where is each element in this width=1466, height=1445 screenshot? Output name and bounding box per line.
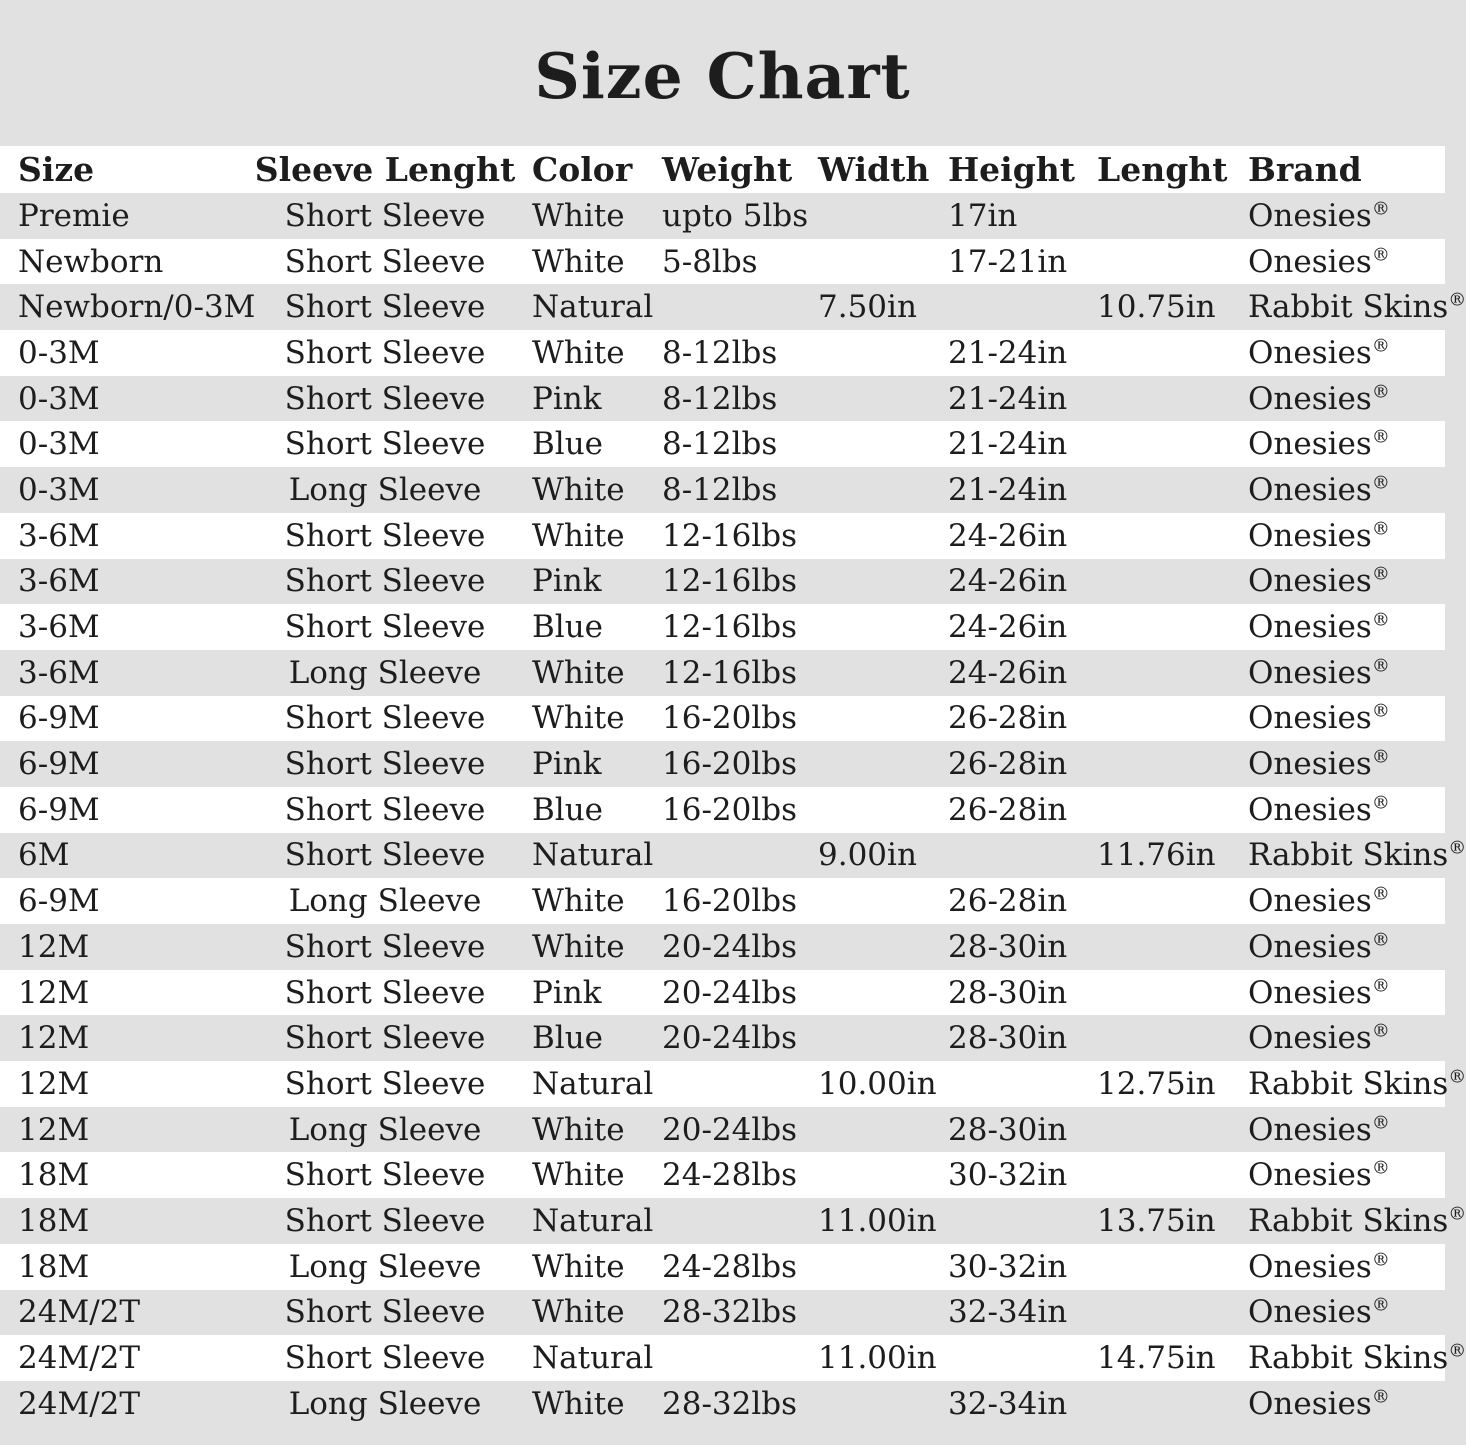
cell-height: 26-28in	[948, 883, 1068, 920]
cell-color: Natural	[532, 1065, 654, 1102]
cell-sleeve: Short Sleeve	[284, 563, 486, 600]
cell-sleeve: Long Sleeve	[288, 471, 482, 508]
column-header-width: Width	[818, 150, 930, 189]
cell-size: 18M	[18, 1157, 90, 1194]
cell-size: 24M/2T	[18, 1340, 141, 1377]
cell-brand: Onesies®	[1248, 746, 1390, 783]
cell-color: Natural	[532, 289, 654, 326]
cell-sleeve: Short Sleeve	[284, 1340, 486, 1377]
cell-height: 30-32in	[948, 1248, 1068, 1285]
cell-height: 21-24in	[948, 426, 1068, 463]
registered-mark: ®	[1371, 701, 1390, 723]
registered-mark: ®	[1371, 1112, 1390, 1134]
registered-mark: ®	[1371, 244, 1390, 266]
table-row	[0, 650, 1445, 696]
cell-length: 11.76in	[1097, 837, 1216, 874]
cell-color: Blue	[532, 426, 604, 463]
cell-color: Natural	[532, 837, 654, 874]
column-header-sleeve: Sleeve Lenght	[254, 150, 516, 189]
cell-size: 24M/2T	[18, 1294, 141, 1331]
registered-mark: ®	[1371, 198, 1390, 220]
cell-length: 14.75in	[1097, 1340, 1216, 1377]
cell-weight: 8-12lbs	[662, 471, 778, 508]
cell-sleeve: Long Sleeve	[288, 883, 482, 920]
registered-mark: ®	[1371, 655, 1390, 677]
cell-sleeve: Short Sleeve	[284, 700, 486, 737]
column-header-height: Height	[948, 150, 1076, 189]
registered-mark: ®	[1371, 1295, 1390, 1317]
cell-size: 3-6M	[18, 517, 100, 554]
column-header-size: Size	[18, 150, 95, 189]
cell-weight: 24-28lbs	[662, 1157, 798, 1194]
cell-size: 0-3M	[18, 380, 100, 417]
table-row	[0, 1244, 1445, 1290]
cell-color: White	[532, 1157, 625, 1194]
cell-size: 6M	[18, 837, 70, 874]
cell-color: Natural	[532, 1202, 654, 1239]
table-row	[0, 467, 1445, 513]
registered-mark: ®	[1371, 609, 1390, 631]
table-row	[0, 284, 1466, 330]
table-row	[0, 513, 1445, 559]
table-row	[0, 421, 1445, 467]
cell-length: 10.75in	[1097, 289, 1216, 326]
cell-height: 26-28in	[948, 746, 1068, 783]
cell-brand: Onesies®	[1248, 517, 1390, 554]
cell-weight: 8-12lbs	[662, 426, 778, 463]
table-row	[0, 604, 1445, 650]
cell-height: 21-24in	[948, 334, 1068, 371]
cell-color: White	[532, 700, 625, 737]
cell-size: 6-9M	[18, 883, 100, 920]
registered-mark: ®	[1371, 564, 1390, 586]
cell-width: 11.00in	[818, 1202, 937, 1239]
cell-height: 24-26in	[948, 654, 1068, 691]
cell-size: 24M/2T	[18, 1385, 141, 1422]
registered-mark: ®	[1371, 426, 1390, 448]
column-header-color: Color	[532, 150, 633, 189]
cell-height: 24-26in	[948, 563, 1068, 600]
cell-brand: Onesies®	[1248, 974, 1390, 1011]
cell-weight: 20-24lbs	[662, 928, 798, 965]
cell-size: 3-6M	[18, 609, 100, 646]
cell-weight: 12-16lbs	[662, 563, 798, 600]
registered-mark: ®	[1448, 1340, 1466, 1362]
cell-size: 6-9M	[18, 746, 100, 783]
registered-mark: ®	[1371, 746, 1390, 768]
table-row	[0, 696, 1445, 742]
registered-mark: ®	[1448, 838, 1466, 860]
table-row	[0, 970, 1445, 1016]
cell-color: Pink	[532, 974, 602, 1011]
cell-color: White	[532, 197, 625, 234]
cell-color: White	[532, 654, 625, 691]
registered-mark: ®	[1371, 335, 1390, 357]
cell-height: 26-28in	[948, 791, 1068, 828]
cell-brand: Onesies®	[1248, 471, 1390, 508]
cell-sleeve: Short Sleeve	[284, 426, 486, 463]
cell-color: Pink	[532, 380, 602, 417]
table-row	[0, 376, 1445, 422]
table-row	[0, 787, 1445, 833]
cell-sleeve: Short Sleeve	[284, 1157, 486, 1194]
table-row	[0, 924, 1445, 970]
table-row	[0, 1290, 1445, 1336]
cell-weight: 20-24lbs	[662, 1020, 798, 1057]
table-header-row	[0, 146, 1445, 193]
cell-weight: 12-16lbs	[662, 654, 798, 691]
cell-weight: 28-32lbs	[662, 1385, 798, 1422]
registered-mark: ®	[1371, 929, 1390, 951]
cell-sleeve: Short Sleeve	[284, 289, 486, 326]
registered-mark: ®	[1371, 792, 1390, 814]
table-row	[0, 330, 1445, 376]
cell-weight: 16-20lbs	[662, 791, 798, 828]
cell-brand: Onesies®	[1248, 334, 1390, 371]
cell-color: Blue	[532, 1020, 604, 1057]
cell-weight: 8-12lbs	[662, 380, 778, 417]
cell-brand: Onesies®	[1248, 700, 1390, 737]
cell-sleeve: Short Sleeve	[284, 334, 486, 371]
registered-mark: ®	[1371, 1386, 1390, 1408]
cell-width: 10.00in	[818, 1065, 937, 1102]
cell-size: 12M	[18, 928, 90, 965]
cell-brand: Onesies®	[1248, 1111, 1390, 1148]
cell-brand: Onesies®	[1248, 563, 1390, 600]
cell-height: 28-30in	[948, 1111, 1068, 1148]
cell-height: 28-30in	[948, 974, 1068, 1011]
table-row	[0, 239, 1445, 285]
table-row	[0, 1061, 1466, 1107]
cell-color: Blue	[532, 791, 604, 828]
cell-size: 0-3M	[18, 426, 100, 463]
table-row	[0, 1152, 1445, 1198]
cell-weight: 20-24lbs	[662, 1111, 798, 1148]
cell-color: Pink	[532, 746, 602, 783]
cell-height: 24-26in	[948, 609, 1068, 646]
title-bar	[0, 0, 1445, 146]
cell-size: 12M	[18, 1111, 90, 1148]
cell-height: 32-34in	[948, 1294, 1068, 1331]
cell-weight: 16-20lbs	[662, 746, 798, 783]
cell-brand: Rabbit Skins®	[1248, 1065, 1466, 1102]
cell-sleeve: Short Sleeve	[284, 837, 486, 874]
registered-mark: ®	[1371, 883, 1390, 905]
cell-color: White	[532, 1111, 625, 1148]
cell-sleeve: Short Sleeve	[284, 974, 486, 1011]
cell-size: Newborn	[18, 243, 164, 280]
registered-mark: ®	[1371, 1157, 1390, 1179]
cell-brand: Onesies®	[1248, 426, 1390, 463]
cell-brand: Onesies®	[1248, 243, 1390, 280]
registered-mark: ®	[1371, 518, 1390, 540]
registered-mark: ®	[1448, 1203, 1466, 1225]
registered-mark: ®	[1371, 1249, 1390, 1271]
cell-weight: 12-16lbs	[662, 517, 798, 554]
cell-color: Natural	[532, 1340, 654, 1377]
cell-sleeve: Short Sleeve	[284, 1065, 486, 1102]
cell-weight: 16-20lbs	[662, 700, 798, 737]
cell-color: Pink	[532, 563, 602, 600]
cell-size: 12M	[18, 974, 90, 1011]
cell-size: 12M	[18, 1020, 90, 1057]
cell-weight: 5-8lbs	[662, 243, 758, 280]
size-chart-table	[0, 146, 1466, 1427]
cell-sleeve: Long Sleeve	[288, 1385, 482, 1422]
cell-length: 12.75in	[1097, 1065, 1216, 1102]
cell-weight: 24-28lbs	[662, 1248, 798, 1285]
cell-brand: Onesies®	[1248, 654, 1390, 691]
cell-weight: 20-24lbs	[662, 974, 798, 1011]
cell-width: 11.00in	[818, 1340, 937, 1377]
cell-size: Newborn/0-3M	[18, 289, 256, 326]
cell-width: 7.50in	[818, 289, 917, 326]
registered-mark: ®	[1371, 1020, 1390, 1042]
cell-size: 6-9M	[18, 700, 100, 737]
cell-sleeve: Short Sleeve	[284, 1020, 486, 1057]
cell-sleeve: Long Sleeve	[288, 1111, 482, 1148]
cell-weight: 12-16lbs	[662, 609, 798, 646]
cell-size: 0-3M	[18, 471, 100, 508]
cell-color: White	[532, 1248, 625, 1285]
cell-sleeve: Short Sleeve	[284, 1294, 486, 1331]
cell-width: 9.00in	[818, 837, 917, 874]
cell-size: 6-9M	[18, 791, 100, 828]
cell-brand: Rabbit Skins®	[1248, 1202, 1466, 1239]
registered-mark: ®	[1371, 975, 1390, 997]
column-header-length: Lenght	[1097, 150, 1228, 189]
cell-color: Blue	[532, 609, 604, 646]
table-row	[0, 1107, 1445, 1153]
cell-weight: upto 5lbs	[662, 197, 809, 234]
cell-size: 3-6M	[18, 654, 100, 691]
cell-size: 18M	[18, 1202, 90, 1239]
cell-size: 12M	[18, 1065, 90, 1102]
table-row	[0, 1198, 1466, 1244]
cell-length: 13.75in	[1097, 1202, 1216, 1239]
cell-color: White	[532, 471, 625, 508]
cell-sleeve: Short Sleeve	[284, 746, 486, 783]
table-row	[0, 741, 1445, 787]
cell-color: White	[532, 928, 625, 965]
cell-sleeve: Short Sleeve	[284, 517, 486, 554]
cell-brand: Onesies®	[1248, 1020, 1390, 1057]
cell-height: 24-26in	[948, 517, 1068, 554]
cell-sleeve: Short Sleeve	[284, 609, 486, 646]
cell-height: 21-24in	[948, 380, 1068, 417]
registered-mark: ®	[1371, 381, 1390, 403]
cell-sleeve: Short Sleeve	[284, 197, 486, 234]
cell-weight: 28-32lbs	[662, 1294, 798, 1331]
cell-brand: Onesies®	[1248, 883, 1390, 920]
cell-color: White	[532, 883, 625, 920]
cell-brand: Onesies®	[1248, 609, 1390, 646]
cell-height: 32-34in	[948, 1385, 1068, 1422]
cell-weight: 8-12lbs	[662, 334, 778, 371]
cell-size: 18M	[18, 1248, 90, 1285]
cell-brand: Rabbit Skins®	[1248, 289, 1466, 326]
cell-sleeve: Short Sleeve	[284, 791, 486, 828]
cell-brand: Onesies®	[1248, 1294, 1390, 1331]
table-row	[0, 1015, 1445, 1061]
cell-height: 28-30in	[948, 1020, 1068, 1057]
cell-height: 30-32in	[948, 1157, 1068, 1194]
cell-brand: Rabbit Skins®	[1248, 837, 1466, 874]
table-row	[0, 559, 1445, 605]
cell-sleeve: Long Sleeve	[288, 654, 482, 691]
cell-height: 17-21in	[948, 243, 1068, 280]
table-row	[0, 1381, 1445, 1427]
column-header-weight: Weight	[662, 150, 793, 189]
table-row	[0, 833, 1466, 879]
cell-weight: 16-20lbs	[662, 883, 798, 920]
cell-size: 3-6M	[18, 563, 100, 600]
cell-brand: Onesies®	[1248, 1385, 1390, 1422]
cell-height: 26-28in	[948, 700, 1068, 737]
column-header-brand: Brand	[1248, 150, 1362, 189]
page-title: Size Chart	[534, 39, 911, 113]
cell-height: 28-30in	[948, 928, 1068, 965]
cell-brand: Rabbit Skins®	[1248, 1340, 1466, 1377]
cell-color: White	[532, 243, 625, 280]
cell-brand: Onesies®	[1248, 1248, 1390, 1285]
cell-size: 0-3M	[18, 334, 100, 371]
cell-height: 17in	[948, 197, 1018, 234]
cell-brand: Onesies®	[1248, 380, 1390, 417]
cell-brand: Onesies®	[1248, 928, 1390, 965]
cell-color: White	[532, 1294, 625, 1331]
cell-height: 21-24in	[948, 471, 1068, 508]
cell-sleeve: Short Sleeve	[284, 243, 486, 280]
cell-sleeve: Short Sleeve	[284, 380, 486, 417]
registered-mark: ®	[1448, 289, 1466, 311]
cell-color: White	[532, 517, 625, 554]
cell-color: White	[532, 334, 625, 371]
cell-size: Premie	[18, 197, 130, 234]
cell-brand: Onesies®	[1248, 1157, 1390, 1194]
cell-sleeve: Long Sleeve	[288, 1248, 482, 1285]
table-row	[0, 193, 1445, 239]
cell-color: White	[532, 1385, 625, 1422]
cell-sleeve: Short Sleeve	[284, 1202, 486, 1239]
table-body	[0, 193, 1466, 1427]
registered-mark: ®	[1371, 472, 1390, 494]
registered-mark: ®	[1448, 1066, 1466, 1088]
cell-sleeve: Short Sleeve	[284, 928, 486, 965]
table-row	[0, 1335, 1466, 1381]
cell-brand: Onesies®	[1248, 791, 1390, 828]
cell-brand: Onesies®	[1248, 197, 1390, 234]
table-row	[0, 878, 1445, 924]
